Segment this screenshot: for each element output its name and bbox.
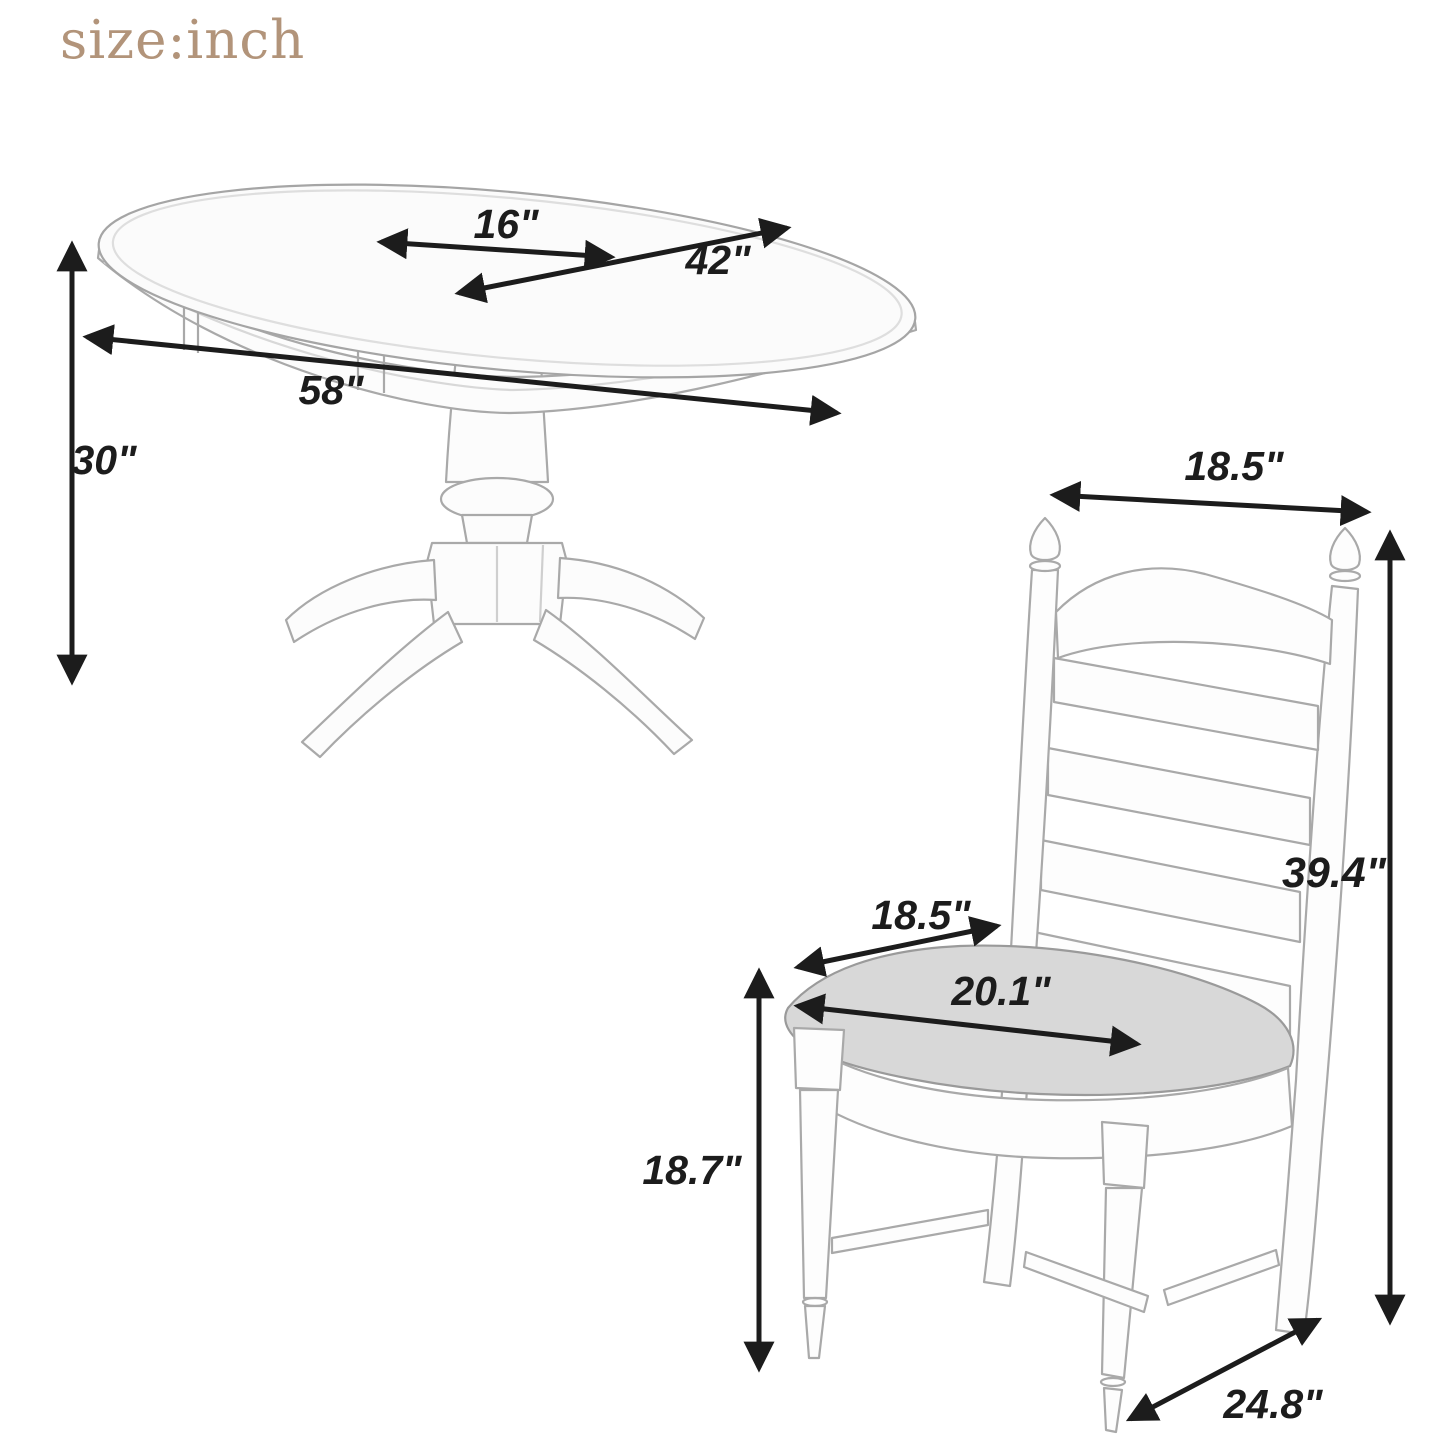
chair-finial-right xyxy=(1330,528,1360,570)
chair-finial-left-ring xyxy=(1030,561,1060,571)
dim-label-table-depth: 42" xyxy=(685,237,751,283)
chair-leg-front-right-ring xyxy=(1101,1378,1125,1386)
chair-slat-3 xyxy=(1041,840,1300,942)
dim-label-chair-depth: 24.8" xyxy=(1223,1381,1323,1427)
table-leg-front-right xyxy=(534,610,692,754)
table-leg-front-left xyxy=(302,612,462,757)
dim-arrow-chair-back-width xyxy=(1054,495,1367,512)
chair-slat-2 xyxy=(1048,748,1310,845)
chair-leg-front-left-block xyxy=(794,1028,844,1090)
dim-label-table-height: 30" xyxy=(71,437,137,483)
chair-back-post-right xyxy=(1276,586,1358,1334)
chair-crown-rail xyxy=(1056,568,1332,664)
dim-label-chair-seat-height: 18.7" xyxy=(642,1147,742,1193)
chair-leg-front-left xyxy=(800,1090,838,1298)
dining-chair-drawing xyxy=(785,518,1360,1432)
table-leg-back-left xyxy=(286,560,436,642)
chair-leg-front-right-block xyxy=(1102,1122,1148,1188)
chair-leg-front-left-foot xyxy=(805,1306,825,1358)
chair-stretcher-right xyxy=(1164,1250,1279,1305)
chair-leg-front-left-ring xyxy=(803,1298,827,1306)
chair-finial-right-ring xyxy=(1330,571,1360,581)
dim-label-table-length: 58" xyxy=(298,367,364,413)
dim-label-chair-height: 39.4" xyxy=(1281,849,1387,897)
dim-label-table-leaf: 16" xyxy=(473,201,539,247)
chair-finial-left xyxy=(1030,518,1060,560)
chair-stretcher-left xyxy=(832,1210,988,1253)
chair-leg-front-right-foot xyxy=(1104,1388,1122,1432)
dim-label-chair-seat-depth: 18.5" xyxy=(871,892,971,938)
table-pedestal-bulb xyxy=(441,478,553,520)
page-title: size:inch xyxy=(60,10,306,71)
table-pedestal-collar xyxy=(462,515,532,543)
table-leg-back-right xyxy=(558,558,704,639)
chair-slat-1 xyxy=(1054,658,1318,750)
dim-label-chair-back-width: 18.5" xyxy=(1184,443,1284,489)
dim-label-chair-seat-width: 20.1" xyxy=(951,968,1051,1014)
